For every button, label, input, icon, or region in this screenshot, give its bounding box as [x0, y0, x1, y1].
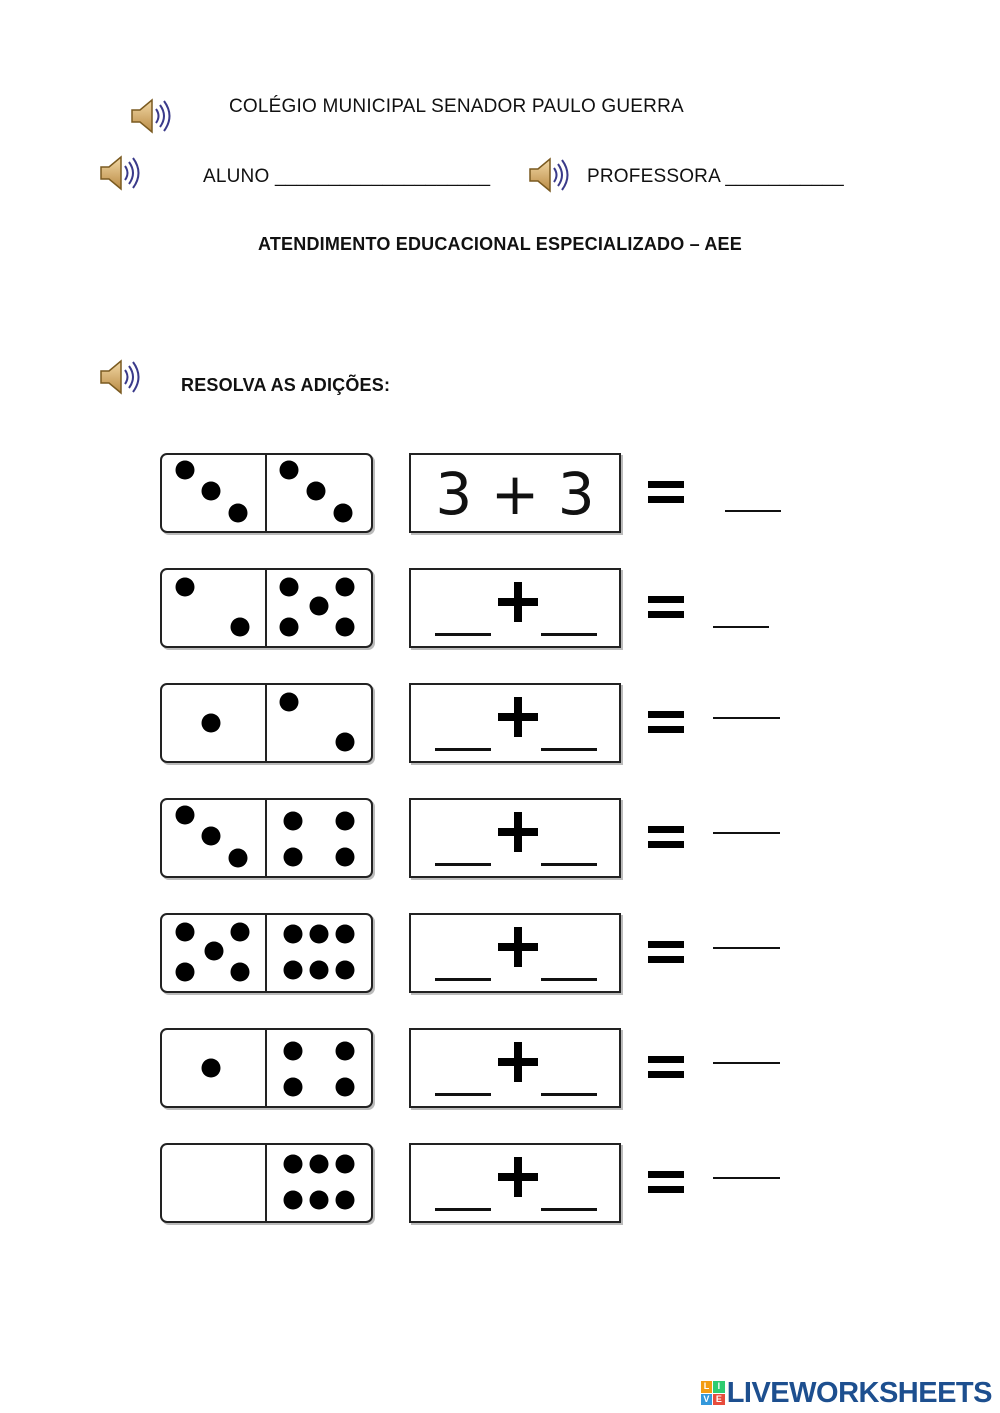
- domino-left-half: [162, 570, 267, 646]
- domino-pip: [335, 1078, 354, 1097]
- logo-mark-letter: I: [713, 1381, 725, 1393]
- domino-left-half: [162, 800, 267, 876]
- domino-pip: [306, 481, 325, 500]
- domino-tile: [160, 798, 373, 878]
- domino-pip: [283, 1155, 302, 1174]
- answer-blank[interactable]: [713, 947, 780, 949]
- domino-right-half: [265, 800, 372, 876]
- first-addend-blank[interactable]: [435, 1208, 491, 1211]
- domino-pip: [229, 503, 248, 522]
- domino-pip: [283, 1078, 302, 1097]
- teacher-name-field[interactable]: PROFESSORA ___________: [587, 166, 844, 187]
- domino-pip: [202, 1059, 221, 1078]
- domino-pip: [309, 1190, 328, 1209]
- domino-right-half: [265, 685, 372, 761]
- domino-pip: [283, 848, 302, 867]
- equals-sign: [648, 596, 684, 618]
- domino-pip: [309, 925, 328, 944]
- speaker-icon[interactable]: [97, 153, 145, 193]
- domino-pip: [283, 925, 302, 944]
- speaker-icon[interactable]: [97, 357, 145, 397]
- domino-pip: [175, 963, 194, 982]
- domino-pip: [335, 1041, 354, 1060]
- domino-right-half: [265, 915, 372, 991]
- domino-tile: [160, 683, 373, 763]
- answer-blank[interactable]: [713, 626, 769, 628]
- domino-pip: [335, 577, 354, 596]
- equals-sign: [648, 1056, 684, 1078]
- second-addend-blank[interactable]: [541, 978, 597, 981]
- domino-pip: [283, 1041, 302, 1060]
- domino-tile: [160, 1028, 373, 1108]
- addition-box[interactable]: [409, 568, 621, 648]
- equals-sign: [648, 941, 684, 963]
- first-addend-blank[interactable]: [435, 978, 491, 981]
- plus-sign: [498, 927, 538, 967]
- plus-sign: [498, 697, 538, 737]
- domino-pip: [309, 596, 328, 615]
- domino-pip: [280, 577, 299, 596]
- domino-pip: [283, 960, 302, 979]
- domino-pip: [175, 922, 194, 941]
- domino-pip: [202, 714, 221, 733]
- equals-sign: [648, 1171, 684, 1193]
- equals-sign: [648, 481, 684, 503]
- first-addend-blank[interactable]: [435, 1093, 491, 1096]
- addition-box[interactable]: [409, 913, 621, 993]
- logo-mark-letter: V: [701, 1394, 713, 1406]
- domino-pip: [335, 618, 354, 637]
- logo-mark-letter: E: [713, 1394, 725, 1406]
- student-name-field[interactable]: ALUNO ____________________: [203, 166, 491, 187]
- first-addend-blank[interactable]: [435, 863, 491, 866]
- domino-tile: [160, 453, 373, 533]
- domino-left-half: [162, 1145, 267, 1221]
- domino-pip: [202, 481, 221, 500]
- domino-pip: [231, 963, 250, 982]
- domino-pip: [335, 925, 354, 944]
- example-expression: 3 + 3: [435, 460, 595, 528]
- answer-blank[interactable]: [713, 1177, 780, 1179]
- second-addend-blank[interactable]: [541, 1093, 597, 1096]
- domino-left-half: [162, 455, 267, 531]
- first-addend-blank[interactable]: [435, 748, 491, 751]
- second-addend-blank[interactable]: [541, 748, 597, 751]
- liveworksheets-logo: [701, 1378, 992, 1408]
- domino-pip: [309, 960, 328, 979]
- domino-tile: [160, 1143, 373, 1223]
- plus-sign: [498, 812, 538, 852]
- logo-mark-letter: L: [701, 1381, 713, 1393]
- domino-right-half: [265, 1145, 372, 1221]
- plus-sign: [498, 1042, 538, 1082]
- second-addend-blank[interactable]: [541, 863, 597, 866]
- school-name: COLÉGIO MUNICIPAL SENADOR PAULO GUERRA: [229, 96, 684, 117]
- addition-box[interactable]: [409, 798, 621, 878]
- domino-left-half: [162, 685, 267, 761]
- logo-mark: [701, 1381, 725, 1405]
- speaker-icon[interactable]: [128, 96, 176, 136]
- domino-pip: [335, 733, 354, 752]
- domino-pip: [280, 692, 299, 711]
- domino-pip: [175, 461, 194, 480]
- domino-pip: [335, 1155, 354, 1174]
- instruction: RESOLVA AS ADIÇÕES:: [181, 375, 391, 395]
- domino-right-half: [265, 455, 372, 531]
- logo-text: LIVEWORKSHEETS: [726, 1376, 992, 1409]
- domino-pip: [205, 941, 224, 960]
- domino-pip: [229, 848, 248, 867]
- speaker-icon[interactable]: [526, 155, 574, 195]
- domino-pip: [335, 811, 354, 830]
- equals-sign: [648, 711, 684, 733]
- addition-box[interactable]: [409, 1028, 621, 1108]
- domino-pip: [231, 618, 250, 637]
- domino-pip: [231, 922, 250, 941]
- domino-right-half: [265, 1030, 372, 1106]
- domino-pip: [335, 1190, 354, 1209]
- domino-pip: [175, 806, 194, 825]
- answer-blank[interactable]: [725, 510, 781, 512]
- domino-pip: [202, 826, 221, 845]
- equals-sign: [648, 826, 684, 848]
- answer-blank[interactable]: [713, 832, 780, 834]
- addition-box[interactable]: [409, 683, 621, 763]
- answer-blank[interactable]: [713, 717, 780, 719]
- plus-sign: [498, 1157, 538, 1197]
- answer-blank[interactable]: [713, 1062, 780, 1064]
- plus-sign: [498, 582, 538, 622]
- domino-pip: [335, 960, 354, 979]
- domino-tile: [160, 913, 373, 993]
- domino-left-half: [162, 915, 267, 991]
- second-addend-blank[interactable]: [541, 633, 597, 636]
- program-title: ATENDIMENTO EDUCACIONAL ESPECIALIZADO – AEE: [258, 234, 742, 254]
- domino-pip: [175, 577, 194, 596]
- first-addend-blank[interactable]: [435, 633, 491, 636]
- addition-box[interactable]: [409, 1143, 621, 1223]
- domino-pip: [280, 618, 299, 637]
- domino-pip: [335, 848, 354, 867]
- domino-pip: [283, 811, 302, 830]
- domino-pip: [280, 461, 299, 480]
- domino-right-half: [265, 570, 372, 646]
- domino-left-half: [162, 1030, 267, 1106]
- domino-tile: [160, 568, 373, 648]
- domino-pip: [309, 1155, 328, 1174]
- domino-pip: [333, 503, 352, 522]
- addition-box: [409, 453, 621, 533]
- second-addend-blank[interactable]: [541, 1208, 597, 1211]
- domino-pip: [283, 1190, 302, 1209]
